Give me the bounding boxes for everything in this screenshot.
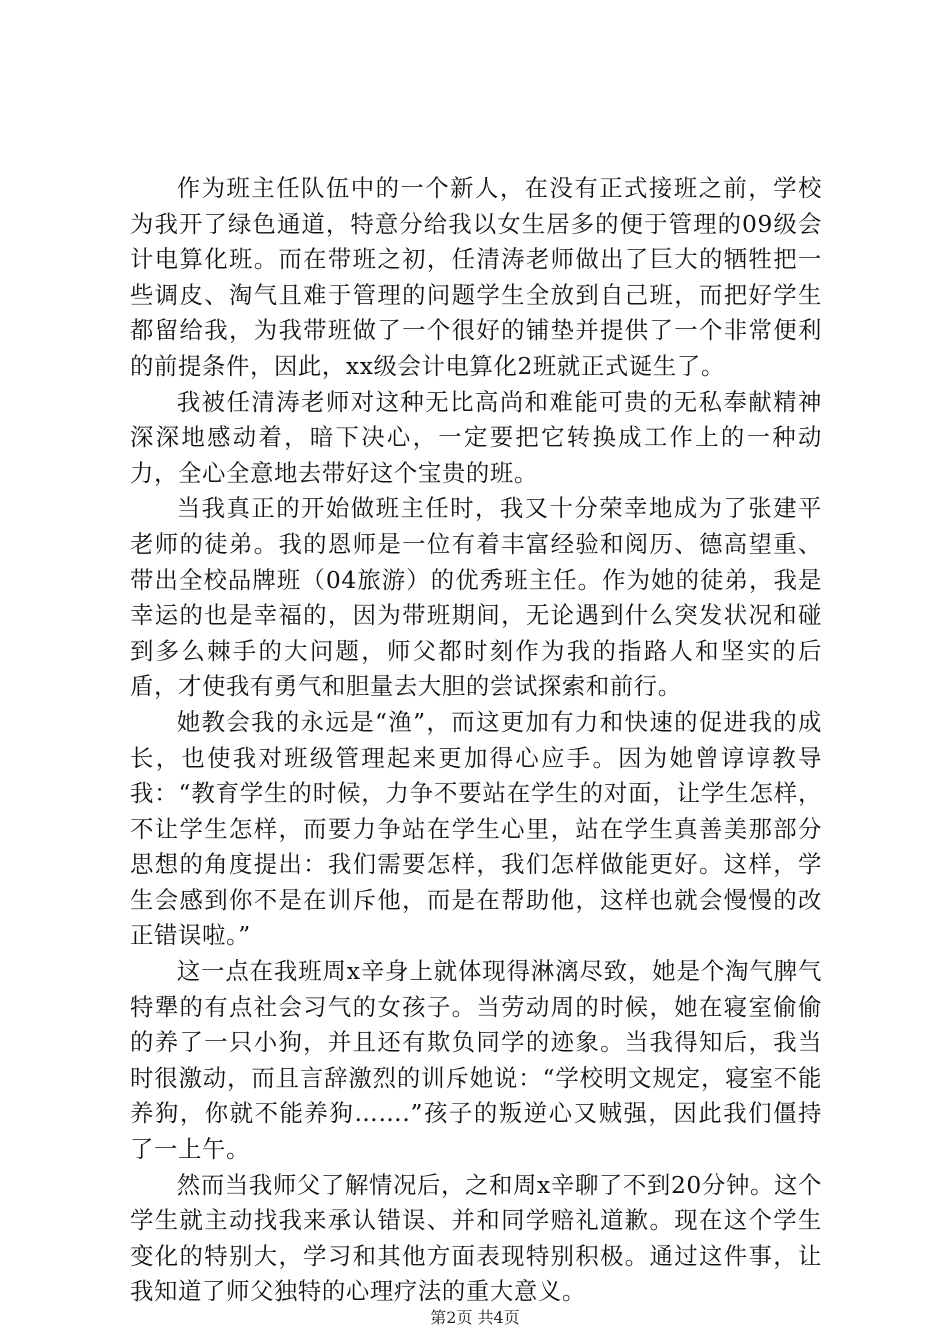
paragraph: 她教会我的永远是“渔”，而这更加有力和快速的促进我的成长，也使我对班级管理起来更加得心应手。因为她曾谆谆教导我：“教育学生的时候，力争不要站在学生的对面，让学生怎样，不让学生怎样，而要力争站在学生心里，站在学生真善美那部分思想的角度提出：我们需要怎样，我们怎样做能更好。这样，学生会感到你不是在训斥他，而是在帮助他，这样也就会慢慢的改正错误啦。” [130,707,822,950]
paragraph: 当我真正的开始做班主任时，我又十分荣幸地成为了张建平老师的徒弟。我的恩师是一位有着丰富经验和阅历、德高望重、带出全校品牌班（04旅游）的优秀班主任。作为她的徒弟，我是幸运的也是幸福的，因为带班期间，无论遇到什么突发状况和碰到多么棘手的大问题，师父都时刻作为我的指路人和坚实的后盾，才使我有勇气和胆量去大胆的尝试探索和前行。 [130,494,822,701]
page-number: 第2页 共4页 [430,1308,520,1327]
paragraph: 作为班主任队伍中的一个新人，在没有正式接班之前，学校为我开了绿色通道，特意分给我以女生居多的便于管理的09级会计电算化班。而在带班之初，任清涛老师做出了巨大的牺牲把一些调皮、淘气且难于管理的问题学生全放到自己班，而把好学生都留给我，为我带班做了一个很好的铺垫并提供了一个非常便利的前提条件，因此，xx级会计电算化2班就正式诞生了。 [130,174,822,380]
document-body [130,171,822,1310]
paragraph: 然而当我师父了解情况后，之和周x辛聊了不到20分钟。这个学生就主动找我来承认错误、并和同学赔礼道歉。现在这个学生变化的特别大，学习和其他方面表现特别积极。通过这件事，让我知道了师父独特的心理疗法的重大意义。 [130,1170,822,1306]
paragraph: 我被任清涛老师对这种无比高尚和难能可贵的无私奉献精神深深地感动着，暗下决心，一定要把它转换成工作上的一种动力，全心全意地去带好这个宝贵的班。 [130,387,822,487]
page-footer [0,1305,950,1328]
paragraph: 这一点在我班周x辛身上就体现得淋漓尽致，她是个淘气脾气特犟的有点社会习气的女孩子。当劳动周的时候，她在寝室偷偷的养了一只小狗，并且还有欺负同学的迹象。当我得知后，我当时很激动，而且言辞激烈的训斥她说：“学校明文规定，寝室不能养狗，你就不能养狗…….”孩子的叛逆心又贼强，因此我们僵持了一上午。 [130,957,822,1164]
